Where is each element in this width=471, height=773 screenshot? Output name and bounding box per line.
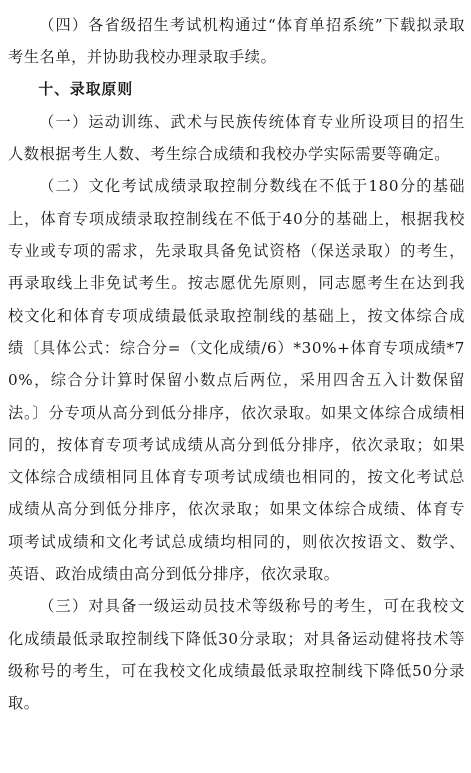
paragraph-item-4: （四）各省级招生考试机构通过“体育单招系统”下载拟录取考生名单，并协助我校办理录取手续。 bbox=[8, 16, 465, 67]
paragraph-item-3: （三）对具备一级运动员技术等级称号的考生，可在我校文化成绩最低录取控制线下降低30分录取；对具备运动健将技术等级称号的考生，可在我校文化成绩最低录取控制线下降低50分录取。 bbox=[8, 597, 465, 713]
paragraph-item-2: （二）文化考试成绩录取控制分数线在不低于180分的基础上，体育专项成绩录取控制线在不低于40分的基础上，根据我校专业或专项的需求，先录取具备免试资格（保送录取）的考生，再录取线上非免试考生。按志愿优先原则，同志愿考生在达到我校文化和体育专项成绩最低录取控制线的基础上，按文体综合成绩〔具体公式：综合分=（文化成绩/6）*30%+体育专项成绩*70%，综合分计算时保留小数点后两位，采用四舍五入计数保留法。〕分专项从高分到低分排序，依次录取。如果文体综合成绩相同的，按体育专项考试成绩从高分到低分排序，依次录取；如果文体综合成绩相同且体育专项考试成绩也相同的，按文化考试总成绩从高分到低分排序，依次录取；如果文体综合成绩、体育专项考试成绩和文化考试总成绩均相同的，则依次按语文、数学、英语、政治成绩由高分到低分排序，依次录取。 bbox=[8, 177, 465, 584]
paragraph-item-1: （一）运动训练、武术与民族传统体育专业所设项目的招生人数根据考生人数、考生综合成绩和我校办学实际需要等确定。 bbox=[8, 112, 465, 164]
section-heading-admission-principles: 十、录取原则 bbox=[38, 80, 134, 98]
